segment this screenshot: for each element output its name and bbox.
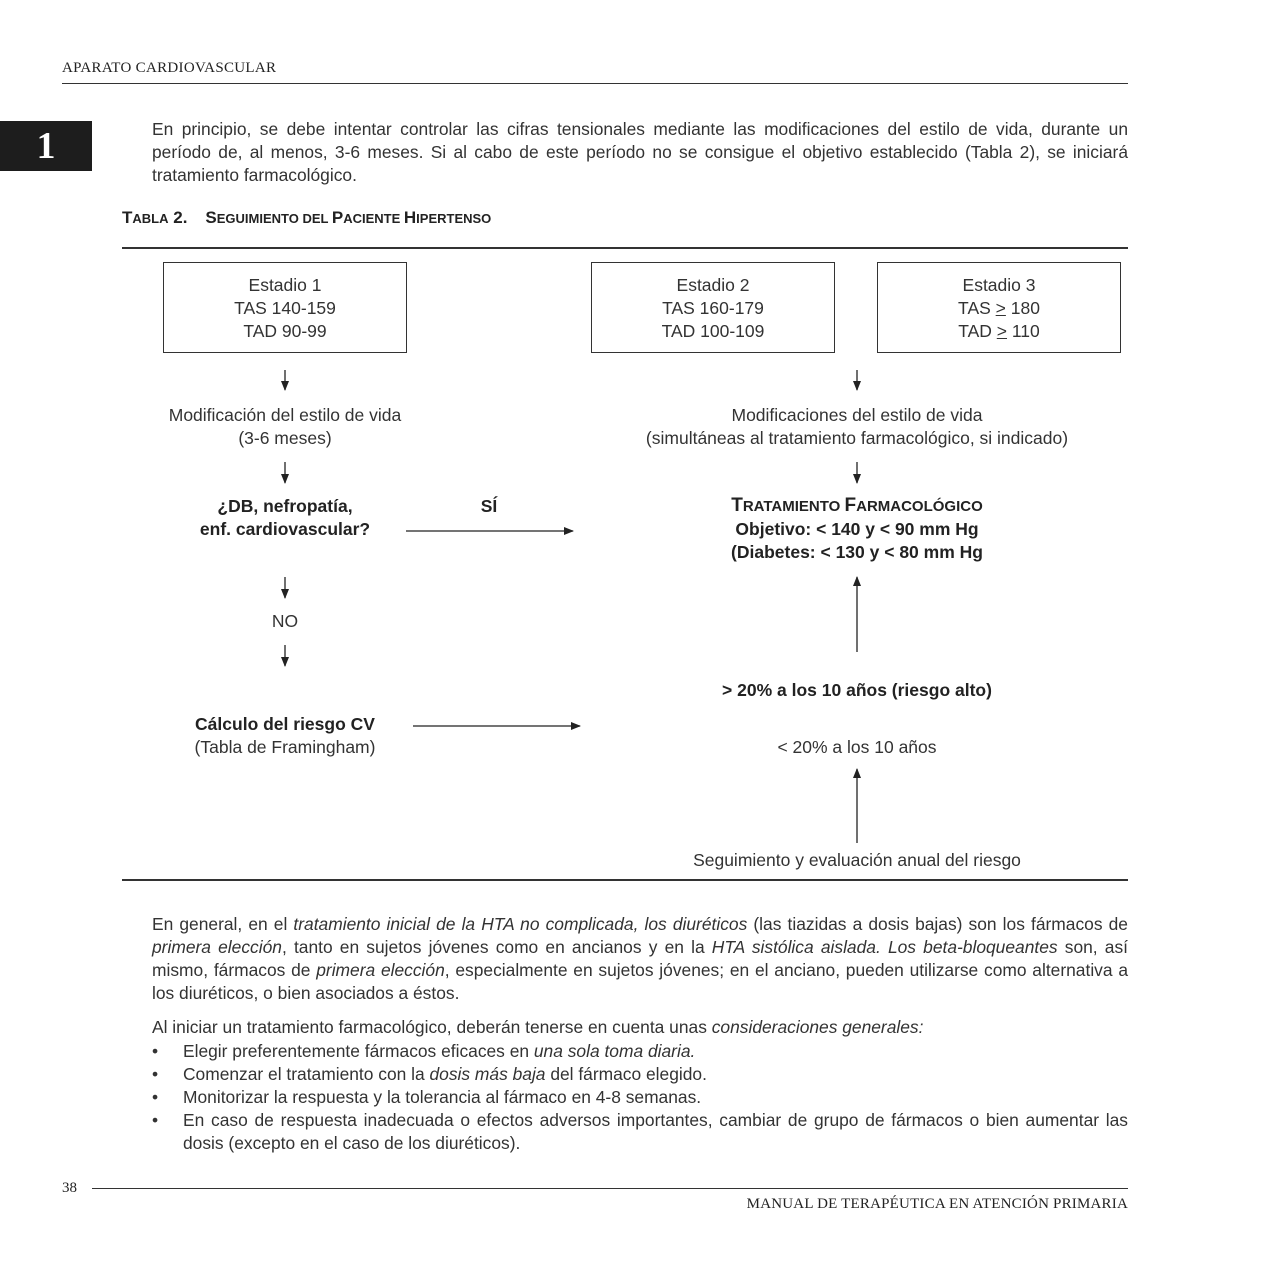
bullet-marker: • bbox=[152, 1110, 159, 1130]
lifestyle-left: Modificación del estilo de vida (3-6 meses) bbox=[168, 405, 402, 448]
emphasis-text: primera elección bbox=[316, 960, 445, 980]
bullet-marker: • bbox=[152, 1041, 159, 1061]
text-run: Comenzar el tratamiento con la bbox=[183, 1064, 430, 1084]
table-label: TABLA 2. bbox=[122, 208, 188, 227]
emphasis-text: dosis más baja bbox=[429, 1064, 546, 1084]
text-run: Monitorizar la respuesta y la tolerancia al fármaco en 4-8 semanas. bbox=[183, 1087, 702, 1107]
table-title-text: SEGUIMIENTO DEL PACIENTE HIPERTENSO bbox=[205, 208, 492, 227]
low-risk-label: < 20% a los 10 años bbox=[777, 737, 937, 757]
text-run: En general, en el bbox=[152, 914, 294, 934]
intro-paragraph: En principio, se debe intentar controlar las cifras tensionales mediante las modificaciones del estilo de vida, durante un período de, al menos, 3-6 meses. Si al cabo de este período no se consigue el objetivo establecido (Tabla 2), se iniciará tratamiento farmacológico. bbox=[152, 119, 1128, 185]
text-run: Al iniciar un tratamiento farmacológico, deberán tenerse en cuenta unas bbox=[152, 1017, 712, 1037]
list-item bbox=[152, 1086, 1128, 1109]
text-run: , tanto en sujetos jóvenes como en ancianos y en la bbox=[281, 937, 712, 957]
stage-3-box: Estadio 3 TAS > 180 TAD > 110 bbox=[877, 262, 1121, 353]
high-risk-label: > 20% a los 10 años (riesgo alto) bbox=[722, 680, 992, 700]
book-title: MANUAL DE TERAPÉUTICA EN ATENCIÓN PRIMARIA bbox=[746, 1196, 1128, 1212]
emphasis-text: consideraciones generales: bbox=[711, 1017, 924, 1037]
bullet-marker: • bbox=[152, 1064, 159, 1084]
no-label: NO bbox=[271, 611, 299, 631]
footer-divider bbox=[92, 1188, 1128, 1189]
paragraph-considerations bbox=[152, 1016, 1128, 1039]
text-run: (las tiazidas a dosis bajas) son los fármacos de bbox=[747, 914, 1128, 934]
running-head: APARATO CARDIOVASCULAR bbox=[62, 60, 277, 76]
emphasis-text: primera elección bbox=[152, 937, 282, 957]
stage-1-box: Estadio 1 TAS 140-159 TAD 90-99 bbox=[163, 262, 407, 353]
stage-2-box: Estadio 2 TAS 160-179 TAD 100-109 bbox=[591, 262, 835, 353]
list-item bbox=[152, 1040, 1128, 1063]
text-run: En caso de respuesta inadecuada o efectos adversos importantes, cambiar de grupo de fármacos o bien aumentar las dosis (excepto en el caso de los diuréticos). bbox=[183, 1110, 1128, 1153]
list-item bbox=[152, 1109, 1128, 1155]
paragraph-first-choice bbox=[152, 913, 1128, 1005]
bullet-marker: • bbox=[152, 1087, 159, 1107]
lifestyle-right: Modificaciones del estilo de vida (simultáneas al tratamiento farmacológico, si indicado) bbox=[645, 405, 1069, 448]
yes-label: SÍ bbox=[480, 496, 498, 516]
text-run: del fármaco elegido. bbox=[545, 1064, 707, 1084]
table-bottom-rule bbox=[122, 879, 1128, 881]
emphasis-text: una sola toma diaria. bbox=[533, 1041, 696, 1061]
pharmacologic-treatment: TRATAMIENTO FARMACOLÓGICO Objetivo: < 140 y < 90 mm Hg (Diabetes: < 130 y < 80 mm Hg bbox=[731, 495, 983, 562]
text-run: Elegir preferentemente fármacos eficaces en bbox=[183, 1041, 534, 1061]
text-run: son, así mismo, fármacos de bbox=[152, 937, 1128, 980]
risk-question: ¿DB, nefropatía, enf. cardiovascular? bbox=[199, 496, 371, 539]
chapter-tab: 1 bbox=[0, 121, 92, 171]
emphasis-text: HTA sistólica aislada. Los beta-bloqueantes bbox=[711, 937, 1058, 957]
risk-calculation: Cálculo del riesgo CV (Tabla de Framingham) bbox=[194, 714, 376, 757]
text-run: , especialmente en sujetos jóvenes; en el anciano, pueden utilizarse como alternativa a los diuréticos, o bien asociados a éstos. bbox=[152, 960, 1128, 1003]
list-item bbox=[152, 1063, 1128, 1086]
page-number: 38 bbox=[62, 1180, 77, 1196]
annual-followup: Seguimiento y evaluación anual del riesgo bbox=[693, 850, 1021, 870]
emphasis-text: tratamiento inicial de la HTA no complicada, los diuréticos bbox=[293, 914, 748, 934]
considerations-list bbox=[152, 1040, 1128, 1155]
